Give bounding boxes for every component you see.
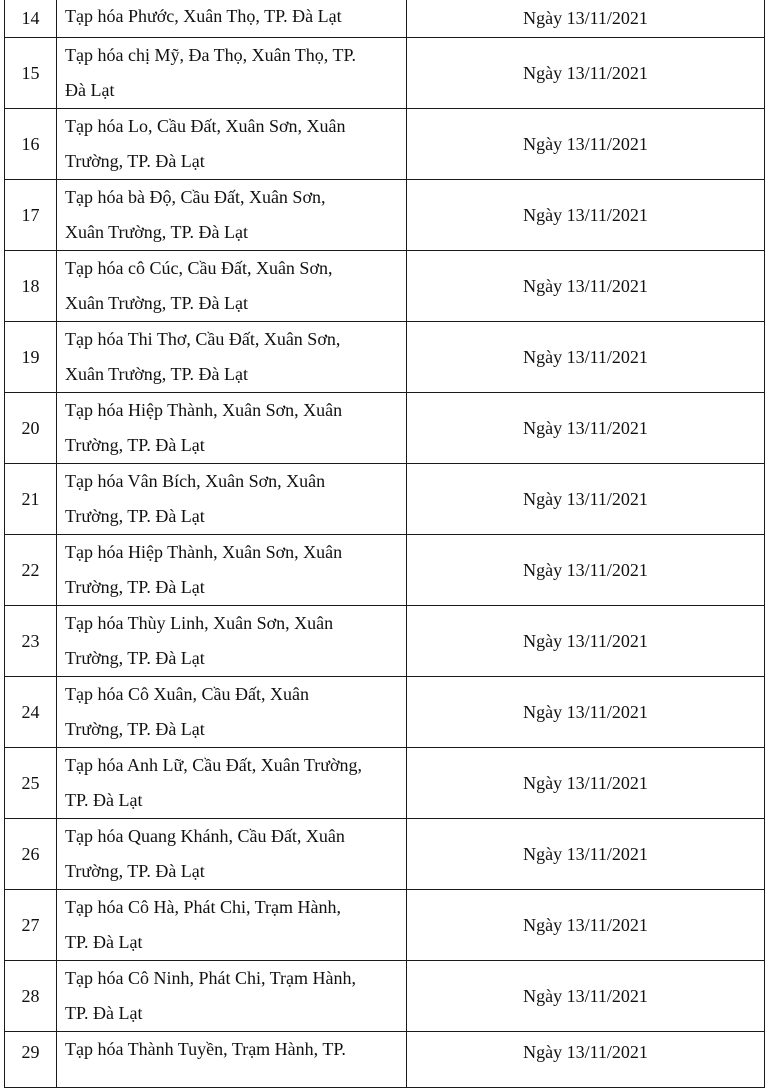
row-number: 14 [5, 0, 57, 38]
store-name-address [57, 180, 407, 251]
store-line-1: Tạp hóa chị Mỹ, Đa Thọ, Xuân Thọ, TP. [65, 45, 356, 65]
store-line-1: Tạp hóa Thùy Linh, Xuân Sơn, Xuân [65, 613, 334, 633]
row-number: 25 [5, 748, 57, 819]
row-number: 26 [5, 819, 57, 890]
table-row [5, 0, 765, 38]
row-number: 19 [5, 322, 57, 393]
date-cell: Ngày 13/11/2021 [407, 251, 765, 322]
table-row [5, 393, 765, 464]
date-cell: Ngày 13/11/2021 [407, 393, 765, 464]
store-line-2: Trường, TP. Đà Lạt [65, 719, 205, 739]
row-number: 21 [5, 464, 57, 535]
table-row [5, 890, 765, 961]
row-number: 24 [5, 677, 57, 748]
date-cell: Ngày 13/11/2021 [407, 819, 765, 890]
row-number: 22 [5, 535, 57, 606]
date-cell: Ngày 13/11/2021 [407, 464, 765, 535]
store-line-1: Tạp hóa Hiệp Thành, Xuân Sơn, Xuân [65, 542, 343, 562]
table-row [5, 464, 765, 535]
store-line-2: Đà Lạt [65, 80, 115, 100]
row-number: 29 [5, 1032, 57, 1088]
table-row [5, 961, 765, 1032]
store-name-address [57, 677, 407, 748]
date-cell: Ngày 13/11/2021 [407, 38, 765, 109]
table-row [5, 38, 765, 109]
store-name-address [57, 38, 407, 109]
table-row [5, 1032, 765, 1088]
store-line-1: Tạp hóa Anh Lữ, Cầu Đất, Xuân Trường, [65, 755, 363, 775]
store-line-1: Tạp hóa cô Cúc, Cầu Đất, Xuân Sơn, [65, 258, 333, 278]
store-list-table [4, 0, 765, 1088]
store-line-2: Trường, TP. Đà Lạt [65, 506, 205, 526]
date-cell: Ngày 13/11/2021 [407, 109, 765, 180]
store-line-2: TP. Đà Lạt [65, 790, 143, 810]
store-line-2: Trường, TP. Đà Lạt [65, 861, 205, 881]
store-line-2: Trường, TP. Đà Lạt [65, 577, 205, 597]
row-number: 15 [5, 38, 57, 109]
store-line-2: Trường, TP. Đà Lạt [65, 435, 205, 455]
date-cell: Ngày 13/11/2021 [407, 180, 765, 251]
date-cell: Ngày 13/11/2021 [407, 0, 765, 38]
row-number: 23 [5, 606, 57, 677]
table-row [5, 251, 765, 322]
store-line-1: Tạp hóa Lo, Cầu Đất, Xuân Sơn, Xuân [65, 116, 346, 136]
store-line-1: Tạp hóa bà Độ, Cầu Đất, Xuân Sơn, [65, 187, 326, 207]
date-cell: Ngày 13/11/2021 [407, 890, 765, 961]
store-name-address [57, 748, 407, 819]
store-name-address [57, 1032, 407, 1088]
store-line-2: Trường, TP. Đà Lạt [65, 151, 205, 171]
store-line-1: Tạp hóa Hiệp Thành, Xuân Sơn, Xuân [65, 400, 343, 420]
store-name-address [57, 535, 407, 606]
store-line-1: Tạp hóa Vân Bích, Xuân Sơn, Xuân [65, 471, 326, 491]
table-row [5, 322, 765, 393]
store-name-address [57, 464, 407, 535]
table-body [5, 0, 765, 1088]
store-name-address [57, 819, 407, 890]
store-line-2: Trường, TP. Đà Lạt [65, 648, 205, 668]
store-line-2: Xuân Trường, TP. Đà Lạt [65, 222, 248, 242]
store-line-2: TP. Đà Lạt [65, 932, 143, 952]
store-name-address [57, 109, 407, 180]
store-name-address [57, 961, 407, 1032]
date-cell: Ngày 13/11/2021 [407, 1032, 765, 1088]
store-name-address [57, 393, 407, 464]
date-cell: Ngày 13/11/2021 [407, 748, 765, 819]
store-line-1: Tạp hóa Quang Khánh, Cầu Đất, Xuân [65, 826, 345, 846]
date-cell: Ngày 13/11/2021 [407, 961, 765, 1032]
row-number: 16 [5, 109, 57, 180]
row-number: 17 [5, 180, 57, 251]
table-row [5, 748, 765, 819]
store-line-1: Tạp hóa Thi Thơ, Cầu Đất, Xuân Sơn, [65, 329, 341, 349]
table-row [5, 606, 765, 677]
store-line-1: Tạp hóa Thành Tuyền, Trạm Hành, TP. [65, 1039, 346, 1059]
store-line-1: Tạp hóa Cô Hà, Phát Chi, Trạm Hành, [65, 897, 341, 917]
store-name-address [57, 322, 407, 393]
store-line-2: Xuân Trường, TP. Đà Lạt [65, 364, 248, 384]
date-cell: Ngày 13/11/2021 [407, 322, 765, 393]
store-line-2: Xuân Trường, TP. Đà Lạt [65, 293, 248, 313]
row-number: 27 [5, 890, 57, 961]
row-number: 28 [5, 961, 57, 1032]
date-cell: Ngày 13/11/2021 [407, 677, 765, 748]
table-row [5, 819, 765, 890]
store-name-address [57, 0, 407, 38]
date-cell: Ngày 13/11/2021 [407, 606, 765, 677]
store-line-1: Tạp hóa Cô Ninh, Phát Chi, Trạm Hành, [65, 968, 356, 988]
store-line-1: Tạp hóa Phước, Xuân Thọ, TP. Đà Lạt [65, 6, 342, 26]
store-name-address [57, 890, 407, 961]
table-row [5, 180, 765, 251]
row-number: 18 [5, 251, 57, 322]
store-name-address [57, 606, 407, 677]
date-cell: Ngày 13/11/2021 [407, 535, 765, 606]
table-row [5, 677, 765, 748]
store-name-address [57, 251, 407, 322]
table-row [5, 535, 765, 606]
table-row [5, 109, 765, 180]
row-number: 20 [5, 393, 57, 464]
store-line-2: TP. Đà Lạt [65, 1003, 143, 1023]
store-line-1: Tạp hóa Cô Xuân, Cầu Đất, Xuân [65, 684, 309, 704]
